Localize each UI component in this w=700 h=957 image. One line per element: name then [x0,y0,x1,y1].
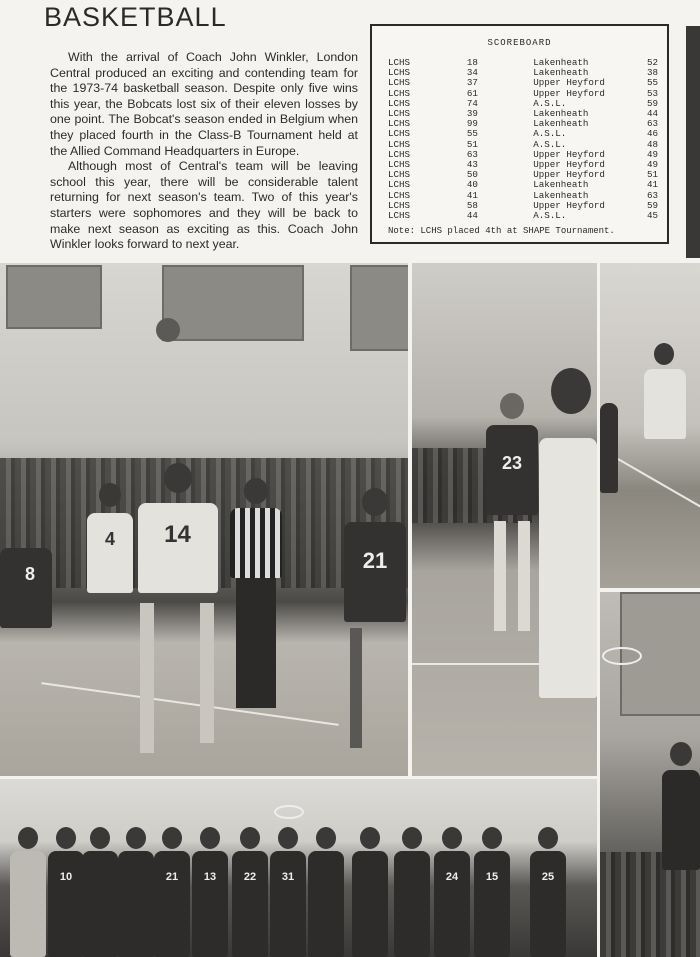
team-member [472,827,512,957]
jersey-number: 31 [281,871,295,883]
opponent-cell: Lakenheath [533,57,589,68]
team-score-cell: 44 [466,210,478,222]
opponent-score-cell: 51 [646,169,658,181]
team-cell: LCHS [388,199,411,211]
team-score-cell: 50 [466,169,478,181]
jersey-number: 14 [164,521,191,548]
player-white [640,343,690,503]
team-cell: LCHS [388,179,411,191]
team-member [190,827,230,957]
team-score-cell: 18 [466,57,478,68]
jersey-number: 22 [243,871,257,883]
scoreboard-row [388,78,658,88]
team-member [528,827,568,957]
scoreboard-row [388,89,658,99]
player-white-4 [85,483,135,683]
gym-window [350,265,408,351]
scoreboard-row [388,150,658,160]
team-cell: LCHS [388,67,411,79]
player-white-14 [130,463,225,763]
scoreboard-note: Note: LCHS placed 4th at SHAPE Tournament. [388,226,615,236]
team-member [230,827,270,957]
scoreboard-row [388,140,658,150]
opponent-cell: Lakenheath [533,108,589,120]
opponent-score-cell: 63 [646,189,658,201]
jersey-number: 15 [485,871,499,883]
scoreboard-row [388,180,658,190]
team-member [432,827,472,957]
team-cell: LCHS [388,210,411,222]
scoreboard-row [388,58,658,68]
gym-window [162,265,304,341]
opponent-cell: Lakenheath [533,118,589,130]
team-cell: LCHS [388,97,411,109]
team-cell: LCHS [388,118,411,130]
team-score-cell: 61 [466,87,478,99]
jersey-number: 25 [541,871,555,883]
basketball-hoop [274,805,304,819]
scoreboard-row [388,160,658,170]
team-photo [0,779,597,957]
basketball-hoop [602,647,642,665]
opponent-cell: Lakenheath [533,189,589,201]
team-member [268,827,308,957]
jump-shot-photo [412,263,597,776]
team-score-cell: 37 [466,77,478,89]
basketball [156,318,180,342]
team-member [116,827,156,957]
team-score-cell: 63 [466,148,478,160]
player-dark [600,403,620,553]
gym-window [6,265,102,329]
team-score-cell: 51 [466,138,478,150]
opponent-cell: Upper Heyford [533,87,605,99]
jersey-number: 21 [165,871,179,883]
team-member [152,827,192,957]
opponent-cell: A.S.L. [533,128,567,140]
opponent-score-cell: 59 [646,199,658,211]
team-cell: LCHS [388,169,411,181]
team-member [80,827,120,957]
player-dark-21 [340,488,408,748]
scoreboard-row [388,191,658,201]
team-member [306,827,346,957]
opponent-score-cell: 49 [646,148,658,160]
opponent-score-cell: 53 [646,87,658,99]
team-cell: LCHS [388,138,411,150]
team-member [8,827,48,957]
team-cell: LCHS [388,57,411,68]
player-white-foreground [537,368,597,768]
scoreboard-row [388,68,658,78]
scoreboard-row [388,119,658,129]
jersey-number: 23 [501,453,523,473]
scoreboard-row [388,170,658,180]
jersey-number: 24 [445,871,459,883]
team-score-cell: 43 [466,159,478,171]
scoreboard-row [388,211,658,221]
opponent-cell: A.S.L. [533,97,567,109]
opponent-cell: Upper Heyford [533,159,605,171]
opponent-score-cell: 41 [646,179,658,191]
scoreboard-row [388,129,658,139]
opponent-score-cell: 45 [646,210,658,222]
scoreboard-row [388,109,658,119]
opponent-cell: Upper Heyford [533,169,605,181]
court-action-photo [600,263,700,588]
game-action-photo [0,263,408,776]
referee [228,478,284,718]
opponent-score-cell: 63 [646,118,658,130]
opponent-score-cell: 52 [646,57,658,68]
opponent-score-cell: 38 [646,67,658,79]
opponent-score-cell: 55 [646,77,658,89]
player-dark-8 [0,538,60,738]
team-score-cell: 40 [466,179,478,191]
team-cell: LCHS [388,159,411,171]
rebound-photo [600,592,700,957]
team-cell: LCHS [388,148,411,160]
team-cell: LCHS [388,128,411,140]
opponent-score-cell: 48 [646,138,658,150]
team-score-cell: 34 [466,67,478,79]
opponent-cell: A.S.L. [533,210,567,222]
jersey-number: 10 [59,871,73,883]
team-cell: LCHS [388,189,411,201]
opponent-score-cell: 44 [646,108,658,120]
page-title: BASKETBALL [44,2,227,32]
team-cell: LCHS [388,87,411,99]
paragraph-2: Although most of Central's team will be leaving school this year, there will be considerable talent returning for next season's team. Two of this year's starters were sophomores and they will be back to make next season as exciting as this. Coach John Winkler looks forward to next year. [50,159,358,252]
opponent-cell: Upper Heyford [533,77,605,89]
team-cell: LCHS [388,108,411,120]
scoreboard-row [388,201,658,211]
team-score-cell: 99 [466,118,478,130]
article-text [50,50,358,253]
team-score-cell: 41 [466,189,478,201]
scoreboard-row [388,99,658,109]
player-dark [660,742,700,942]
opponent-cell: A.S.L. [533,138,567,150]
scoreboard-box [370,24,669,244]
opponent-cell: Lakenheath [533,179,589,191]
scoreboard-table [388,58,658,221]
player-dark-23 [482,363,542,633]
jersey-number: 13 [203,871,217,883]
team-score-cell: 55 [466,128,478,140]
team-member [350,827,390,957]
jersey-number: 21 [362,548,388,573]
team-cell: LCHS [388,77,411,89]
team-score-cell: 39 [466,108,478,120]
paragraph-1: With the arrival of Coach John Winkler, London Central produced an exciting and contending team for the 1973-74 basketball season. Despite only five wins this year, the Bobcats lost six of their eleven losses by one point. The Bobcat's season ended in Belgium when they placed fourth in the Class-B Tournament held at the Allied Command Headquarters in Europe. [50,50,358,158]
opponent-score-cell: 59 [646,97,658,109]
opponent-cell: Lakenheath [533,67,589,79]
team-member [392,827,432,957]
opponent-cell: Upper Heyford [533,199,605,211]
team-score-cell: 58 [466,199,478,211]
team-score-cell: 74 [466,97,478,109]
jersey-number: 4 [104,529,115,549]
opponent-cell: Upper Heyford [533,148,605,160]
page-edge-photo [686,26,700,258]
scoreboard-heading: SCOREBOARD [487,38,552,48]
opponent-score-cell: 49 [646,159,658,171]
opponent-score-cell: 46 [646,128,658,140]
jersey-number: 8 [24,564,35,584]
